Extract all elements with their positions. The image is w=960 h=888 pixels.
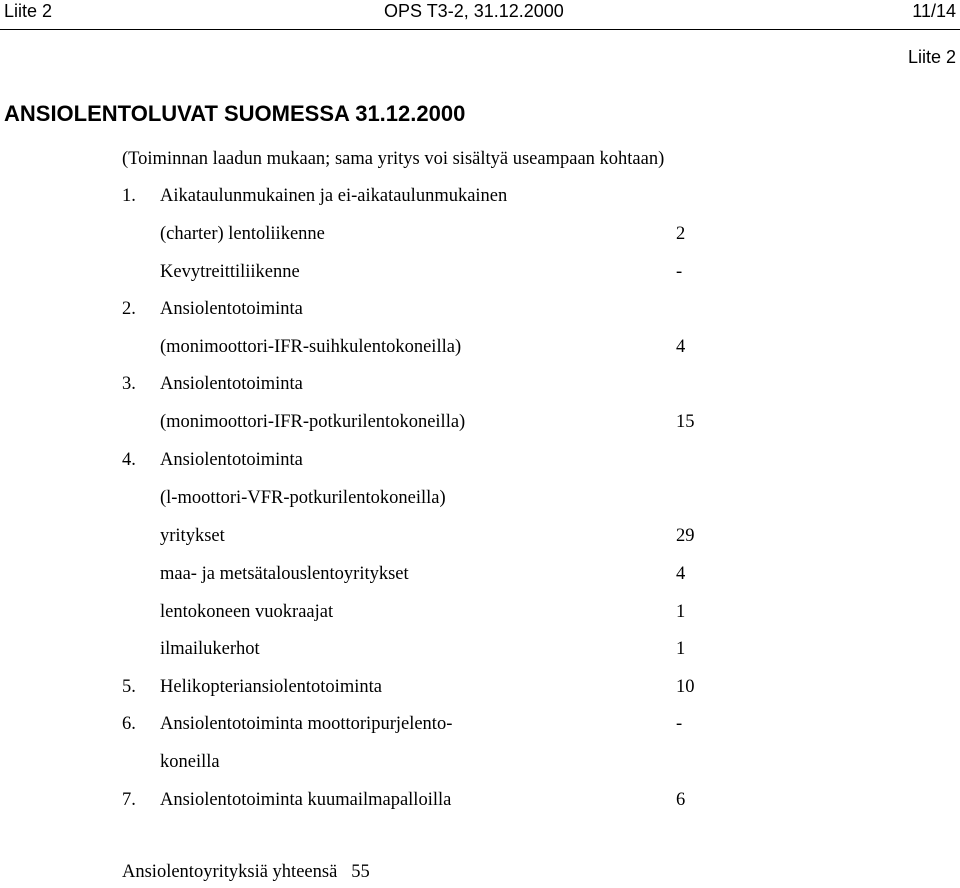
item-text: ilmailukerhot (160, 639, 260, 659)
item-value: 2 (676, 224, 686, 244)
item-value: 1 (676, 602, 686, 622)
header-page-number: 11/14 (912, 1, 956, 21)
item-number: 3. (122, 374, 136, 394)
list-item (0, 600, 960, 624)
item-number: 5. (122, 677, 136, 697)
appendix-label: Liite 2 (907, 47, 956, 67)
list-item (0, 184, 960, 208)
list-item (0, 750, 960, 774)
list-item (0, 297, 960, 321)
item-value: 1 (676, 639, 686, 659)
item-text: koneilla (160, 752, 220, 772)
list-item (0, 712, 960, 736)
item-value: 4 (676, 337, 686, 357)
item-text: lentokoneen vuokraajat (160, 602, 334, 622)
total-label: Ansiolentoyrityksiä yhteensä (122, 862, 338, 882)
item-value: 4 (676, 564, 686, 584)
total-line (122, 860, 370, 884)
list-item (0, 562, 960, 586)
item-text: Aikataulunmukainen ja ei-aikataulunmukainen (160, 186, 508, 206)
item-text: (monimoottori-IFR-suihkulentokoneilla) (160, 337, 462, 357)
item-text: Ansiolentotoiminta (160, 299, 303, 319)
total-value: 55 (351, 862, 370, 882)
header-document-ref: OPS T3-2, 31.12.2000 (384, 1, 564, 21)
list-item (0, 486, 960, 510)
item-value: - (676, 262, 683, 282)
item-text: (charter) lentoliikenne (160, 224, 325, 244)
list-item (0, 524, 960, 548)
list-item (0, 410, 960, 434)
item-number: 1. (122, 186, 136, 206)
item-value: 6 (676, 790, 686, 810)
item-text: Ansiolentotoiminta kuumailmapalloilla (160, 790, 452, 810)
item-text: Ansiolentotoiminta (160, 374, 303, 394)
list-item (0, 448, 960, 472)
item-value: 15 (676, 412, 695, 432)
header-divider (0, 29, 960, 30)
list-item (0, 788, 960, 812)
document-subtitle: (Toiminnan laadun mukaan; sama yritys voi sisältyä useampaan kohtaan) (122, 149, 665, 169)
item-text: (l-moottori-VFR-potkurilentokoneilla) (160, 488, 446, 508)
item-value: - (676, 714, 683, 734)
item-text: maa- ja metsätalouslentoyritykset (160, 564, 409, 584)
item-number: 7. (122, 790, 136, 810)
item-number: 6. (122, 714, 136, 734)
item-text: Helikopteriansiolentotoiminta (160, 677, 382, 697)
item-text: yritykset (160, 526, 225, 546)
list-item (0, 260, 960, 284)
header-appendix: Liite 2 (4, 1, 53, 21)
list-item (0, 222, 960, 246)
list-item (0, 335, 960, 359)
item-number: 4. (122, 450, 136, 470)
list-item (0, 675, 960, 699)
page-header (0, 0, 960, 22)
item-number: 2. (122, 299, 136, 319)
item-text: (monimoottori-IFR-potkurilentokoneilla) (160, 412, 466, 432)
item-text: Ansiolentotoiminta (160, 450, 303, 470)
document-title: ANSIOLENTOLUVAT SUOMESSA 31.12.2000 (4, 101, 466, 126)
item-text: Ansiolentotoiminta moottoripurjelento- (160, 714, 453, 734)
item-text: Kevytreittiliikenne (160, 262, 300, 282)
item-value: 29 (676, 526, 695, 546)
list-item (0, 372, 960, 396)
list-item (0, 637, 960, 661)
item-value: 10 (676, 677, 695, 697)
